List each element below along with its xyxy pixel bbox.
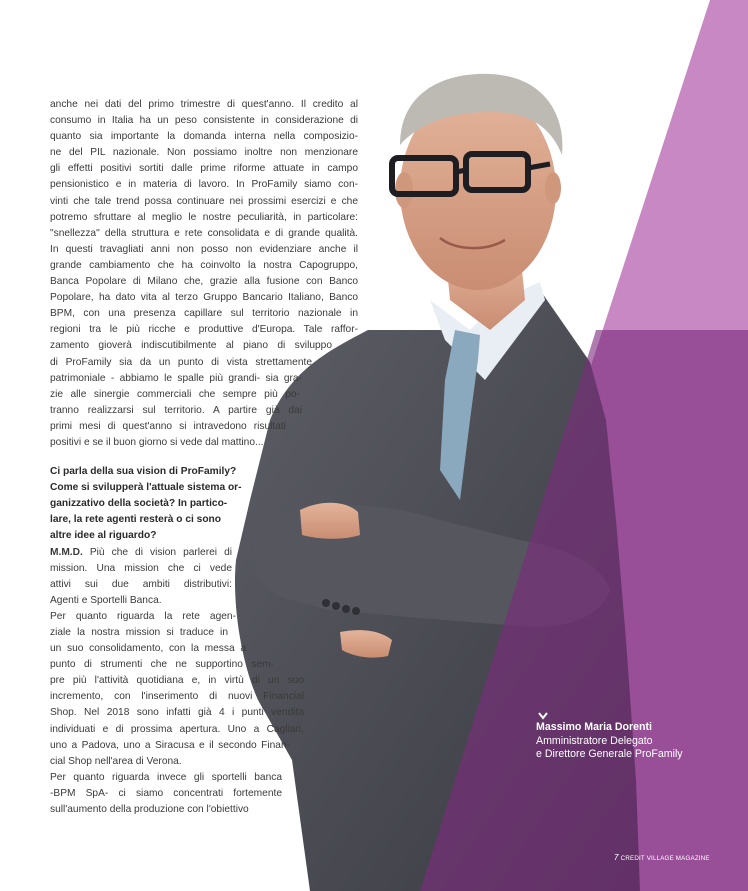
question-line: lare, la rete agenti resterà o ci sono — [50, 514, 221, 526]
body-line: regioni tra le più ricche e produttive d'Europa. Tale raffor- — [50, 324, 358, 336]
question-line: Ci parla della sua vision di ProFamily? — [50, 466, 237, 478]
person-name: Massimo Maria Dorenti — [536, 721, 652, 733]
body-line: quanto sia importante la domanda interna nella composizio- — [50, 131, 358, 143]
answer-line: individuati e di prossima apertura. Uno a Cagliari, — [50, 723, 304, 735]
answer-line: Per quanto riguarda la rete agen- — [50, 610, 236, 622]
answer-line: Agenti e Sportelli Banca. — [50, 594, 162, 606]
answer-line — [50, 545, 232, 561]
answer-line: mission. Una mission che ci vede — [50, 562, 232, 574]
body-line: zie alle sinergie commerciali che sempre più po- — [50, 388, 300, 400]
answer-first-line-text: Più che di vision parlerei di — [82, 546, 232, 558]
body-line: potremo sfruttare al meglio le nostre peculiarità, in particolare: — [50, 211, 358, 223]
body-line: BPM, con una presenza capillare sul territorio nazionale in — [50, 308, 358, 320]
speaker-initials: M.M.D. — [50, 546, 83, 558]
photo-caption — [536, 712, 736, 762]
answer-line: incremento, con l'inserimento di nuovi Financial — [50, 691, 304, 703]
answer-line: un suo consolidamento, con la messa a — [50, 643, 246, 655]
chevron-down-icon — [538, 712, 548, 720]
article-text-column — [50, 97, 358, 818]
question-line: Come si svilupperà l'attuale sistema or- — [50, 482, 242, 494]
answer-line: cial Shop nell'area di Verona. — [50, 755, 182, 767]
body-line: consumo in Italia ha un peso consistente in considerazione di — [50, 115, 358, 127]
body-line: patrimoniale - abbiamo le spalle più grandi- sia gra- — [50, 372, 302, 384]
answer-line: sull'aumento della produzione con l'obiettivo — [50, 804, 249, 816]
body-line: ne del PIL nazionale. Non possiamo inoltre non menzionare — [50, 147, 358, 159]
question-line: altre idee al riguardo? — [50, 530, 157, 542]
body-line: gli effetti positivi sortiti dalle prime riforme attuate in campo — [50, 163, 358, 175]
question-line: ganizzativo della società? In partico- — [50, 498, 228, 510]
body-paragraph — [50, 97, 358, 451]
body-line: anche nei dati del primo trimestre di quest'anno. Il credito al — [50, 99, 358, 110]
body-line: Banca Popolare di Milano che, grazie alla fusione con Banco — [50, 276, 358, 288]
interview-question — [50, 464, 358, 544]
answer-line: attivi sui due ambiti distributivi: — [50, 578, 232, 590]
answer-line: ziale la nostra mission si traduce in — [50, 627, 228, 638]
answer-line: Per quanto riguarda invece gli sportelli banca — [50, 771, 282, 783]
body-line: di ProFamily sia da un punto di vista strettamente — [50, 356, 312, 368]
answer-line: pre più l'attività quotidiana e, in virtù di un suo — [50, 675, 304, 687]
person-role: Amministratore Delegato — [536, 734, 653, 747]
body-line: pensionistico e in materia di lavoro. In ProFamily siamo con- — [50, 179, 358, 191]
body-line: Popolare, ha dato vita al terzo Gruppo Bancario Italiano, Banco — [50, 292, 358, 304]
body-line: tranno realizzarsi sul territorio. A partire già dai — [50, 404, 302, 416]
person-role: e Direttore Generale ProFamily — [536, 748, 683, 760]
body-line: primi mesi di quest'anno si intravedono risultati — [50, 420, 286, 432]
magazine-name: CREDIT VILLAGE MAGAZINE — [620, 855, 710, 862]
body-line: "snellezza" della struttura e rete consolidata e di grande qualità. — [50, 227, 358, 239]
answer-line: punto di strumenti che ne supportino sem- — [50, 659, 274, 671]
page-footer — [614, 853, 744, 862]
answer-line: uno a Padova, uno a Siracusa e il secondo Finan- — [50, 739, 290, 751]
body-line: grande cambiamento che ha coinvolto la nostra Capogruppo, — [50, 259, 358, 271]
page-number: 7 — [614, 853, 619, 862]
interview-answer — [50, 545, 358, 819]
body-line: zamento gioverà indiscutibilmente al piano di sviluppo — [50, 340, 332, 352]
answer-line: -BPM SpA- ci siamo concentrati fortemente — [50, 787, 282, 799]
answer-line: Shop. Nel 2018 sono infatti già 4 i punti vendita — [50, 707, 304, 719]
body-line: In questi travagliati anni non posso non evidenziare anche il — [50, 243, 358, 255]
body-line: vinti che tale trend possa continuare nei prossimi esercizi e che — [50, 195, 358, 207]
body-line: positivi e se il buon giorno si vede dal mattino... — [50, 436, 264, 448]
